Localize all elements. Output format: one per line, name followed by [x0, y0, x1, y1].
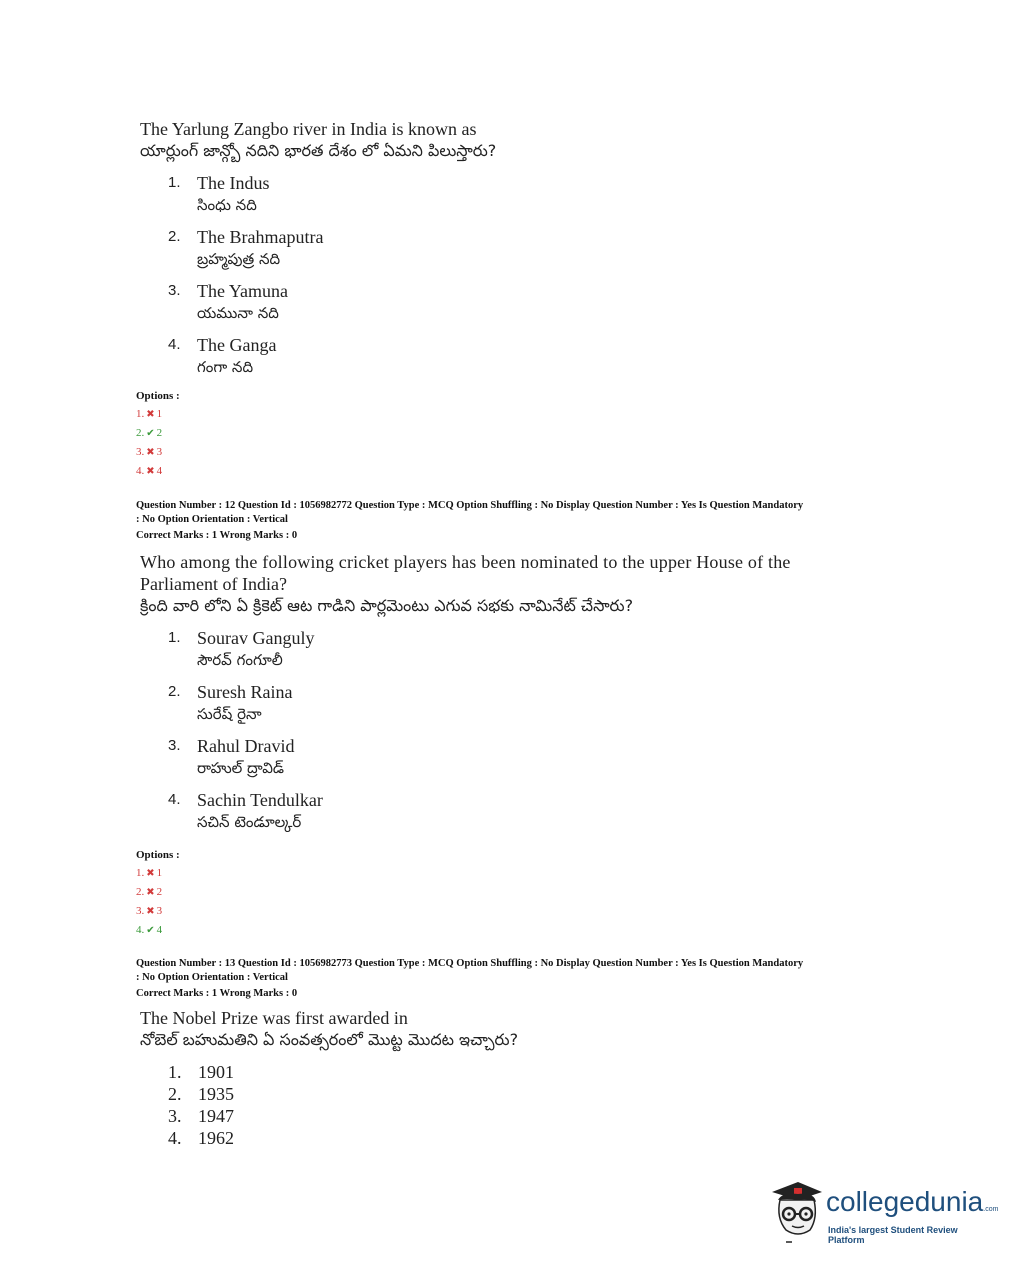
option-text-te: సురేష్ రైనా: [197, 705, 262, 723]
collegedunia-logo: [768, 1178, 999, 1248]
cross-icon: ✖: [146, 466, 155, 477]
q12-option-1: [168, 627, 323, 671]
cross-icon: ✖: [146, 868, 155, 879]
cross-icon: ✖: [146, 887, 155, 898]
answer-key-label: Options :: [136, 849, 180, 861]
answer-row: 1. ✖ 1: [136, 408, 163, 420]
q12-marks: Correct Marks : 1 Wrong Marks : 0: [136, 530, 298, 541]
check-icon: ✔: [146, 428, 155, 439]
answer-row: 4. ✔ 4: [136, 924, 163, 936]
q12-text-en-1: Who among the following cricket players has been nominated to the upper House of the: [140, 552, 791, 572]
q13-option-2: 2. 1935: [168, 1084, 234, 1104]
option-text-en: Rahul Dravid: [197, 736, 295, 756]
option-number: 1.: [168, 629, 181, 646]
q12-options: [168, 627, 323, 843]
q11-option-3: [168, 280, 323, 324]
q12-question: [140, 551, 910, 617]
option-text-te: సింధు నది: [197, 196, 257, 214]
q12-answer-key: [136, 846, 180, 940]
option-number: 1.: [168, 174, 181, 191]
q11-answer-key: [136, 387, 180, 481]
q13-options: [168, 1061, 234, 1149]
q13-text-te: నోబెల్ బహుమతిని ఏ సంవత్సరంలో మొట్ట మొదట ఇచ్చారు?: [140, 1030, 519, 1049]
option-number: 2.: [168, 228, 181, 245]
q13-marks: Correct Marks : 1 Wrong Marks : 0: [136, 988, 298, 999]
answer-row: 2. ✖ 2: [136, 886, 163, 898]
q12-meta: [136, 499, 911, 543]
answer-row: 4. ✖ 4: [136, 465, 163, 477]
option-text-en: The Brahmaputra: [197, 227, 324, 247]
brand-name: collegedunia.com: [826, 1186, 999, 1217]
q12-meta-line1: Question Number : 12 Question Id : 1056982772 Question Type : MCQ Option Shuffling : No Display Question Number : Yes Is Question Mandatory: [136, 500, 804, 511]
answer-row: 2. ✔ 2: [136, 427, 163, 439]
q13-meta-line1: Question Number : 13 Question Id : 1056982773 Question Type : MCQ Option Shuffling : No Display Question Number : Yes Is Question Mandatory: [136, 958, 804, 969]
brand-tagline: India's largest Student Review Platform: [828, 1225, 958, 1245]
q13-option-3: 3. 1947: [168, 1106, 234, 1126]
q12-text-en-2: Parliament of India?: [140, 574, 287, 594]
option-number: 4.: [168, 336, 181, 353]
q13-meta-line2: : No Option Orientation : Vertical: [136, 972, 288, 983]
q11-options: [168, 172, 323, 388]
answer-row: 1. ✖ 1: [136, 867, 163, 879]
q13-question: [140, 1007, 910, 1051]
option-text-te: బ్రహ్మపుత్ర నది: [197, 250, 281, 268]
brand-domain: .com: [983, 1206, 999, 1213]
q11-option-2: [168, 226, 323, 270]
q11-question: [140, 118, 910, 162]
option-text-en: The Indus: [197, 173, 270, 193]
option-text-en: Sourav Ganguly: [197, 628, 315, 648]
option-text-en: Sachin Tendulkar: [197, 790, 323, 810]
option-text-te: రాహుల్ ద్రావిడ్: [197, 759, 284, 777]
option-number: 3.: [168, 282, 181, 299]
q13-meta: [136, 957, 911, 1001]
check-icon: ✔: [146, 925, 155, 936]
cross-icon: ✖: [146, 447, 155, 458]
option-number: 2.: [168, 683, 181, 700]
q11-text-te: యార్లుంగ్ జాన్గ్బో నదిని భారత దేశం లో ఏమని పిలుస్తారు?: [140, 141, 497, 160]
cross-icon: ✖: [146, 906, 155, 917]
q11-option-1: [168, 172, 323, 216]
option-text-te: గంగా నది: [197, 358, 254, 376]
q11-text-en: The Yarlung Zangbo river in India is known as: [140, 119, 477, 139]
q13-option-1: 1. 1901: [168, 1062, 234, 1082]
q12-option-2: [168, 681, 323, 725]
option-text-en: The Yamuna: [197, 281, 288, 301]
answer-key-label: Options :: [136, 390, 180, 402]
option-text-te: సచిన్ టెండూల్కర్: [197, 813, 302, 831]
option-number: 3.: [168, 737, 181, 754]
cross-icon: ✖: [146, 409, 155, 420]
option-text-te: సౌరవ్ గంగూలీ: [197, 651, 283, 669]
answer-row: 3. ✖ 3: [136, 905, 163, 917]
q12-text-te: క్రింది వారి లోని ఏ క్రికెట్ ఆట గాడిని పార్లమెంటు ఎగువ సభకు నామినేట్ చేసారు?: [140, 596, 634, 615]
option-text-en: Suresh Raina: [197, 682, 293, 702]
mascot-icon: [768, 1178, 826, 1246]
option-text-te: యమునా నది: [197, 304, 279, 322]
option-number: 4.: [168, 791, 181, 808]
option-text-en: The Ganga: [197, 335, 277, 355]
q12-option-4: [168, 789, 323, 833]
q12-meta-line2: : No Option Orientation : Vertical: [136, 514, 288, 525]
answer-row: 3. ✖ 3: [136, 446, 163, 458]
q12-option-3: [168, 735, 323, 779]
q11-option-4: [168, 334, 323, 378]
q13-option-4: 4. 1962: [168, 1128, 234, 1148]
q13-text-en: The Nobel Prize was first awarded in: [140, 1008, 408, 1028]
